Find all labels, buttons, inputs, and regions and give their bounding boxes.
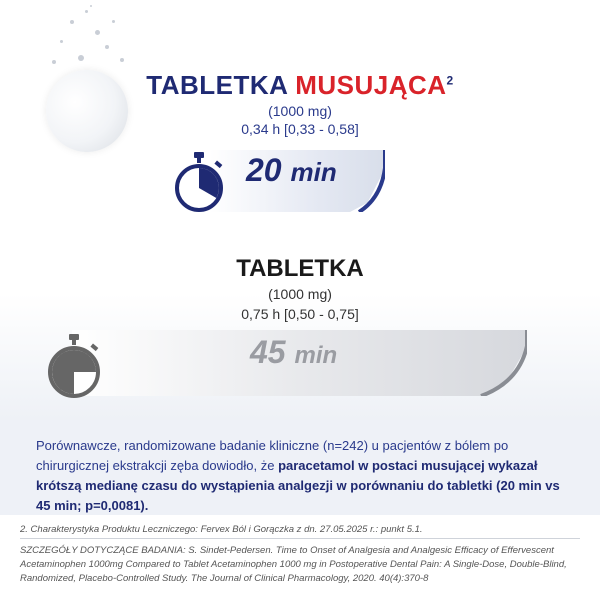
product-median: 0,34 h [0,33 - 0,58] bbox=[241, 121, 359, 137]
product-time-number: 20 bbox=[246, 152, 282, 188]
study-summary-text bbox=[36, 436, 576, 516]
stopwatch-icon bbox=[44, 332, 104, 400]
product-title bbox=[140, 70, 460, 101]
effervescent-tablet-image bbox=[34, 58, 139, 163]
product-time-unit: min bbox=[290, 157, 337, 187]
study-summary-box bbox=[0, 420, 600, 515]
title-part-1: TABLETKA bbox=[146, 70, 288, 100]
product-time-value bbox=[246, 152, 337, 189]
stopwatch-icon bbox=[170, 150, 228, 214]
comparator-title: TABLETKA bbox=[236, 255, 364, 282]
footnote-2: 2. Charakterystyka Produktu Leczniczego: Fervex Ból i Gorączka z dn. 27.05.2025 r.: punkt 5.1. bbox=[20, 524, 423, 535]
study-summary-plain: Porównawcze, randomizowane badanie kliniczne (n=242) u pacjentów z bólem po chirurgicznej ekstrakcji zęba dowiodło, że bbox=[36, 438, 509, 473]
footnote-mark: 2 bbox=[446, 73, 454, 88]
product-headline-block bbox=[140, 70, 460, 137]
title-part-2: MUSUJĄCA bbox=[295, 70, 447, 100]
comparator-headline-block bbox=[190, 255, 410, 322]
comparator-median: 0,75 h [0,50 - 0,75] bbox=[241, 306, 359, 322]
comparator-dose: (1000 mg) bbox=[268, 286, 332, 302]
comparator-time-number: 45 bbox=[250, 334, 286, 370]
comparator-time-unit: min bbox=[294, 342, 338, 369]
study-summary-bold: paracetamol w postaci musującej wykazał krótszą medianę czasu do wystąpienia analgezji w porównaniu do tabletki (20 min vs 45 min; p=0,0081). bbox=[36, 458, 560, 513]
product-dose: (1000 mg) bbox=[268, 103, 332, 119]
study-reference: SZCZEGÓŁY DOTYCZĄCE BADANIA: S. Sindet-Pedersen. Time to Onset of Analgesia and Analgesic Efficacy of Effervescent Acetaminophen 1000mg Compared to Tablet Acetaminophen 1000 mg in Postoperative Dental Pain: A Single-Dose, Double-Blind, Randomized, Placebo-Controlled Study. The Journal of Clinical Pharmacology, 2020. 40(4):370-8 bbox=[20, 545, 567, 584]
comparator-time-value bbox=[250, 334, 337, 371]
footnote-divider bbox=[20, 538, 580, 539]
